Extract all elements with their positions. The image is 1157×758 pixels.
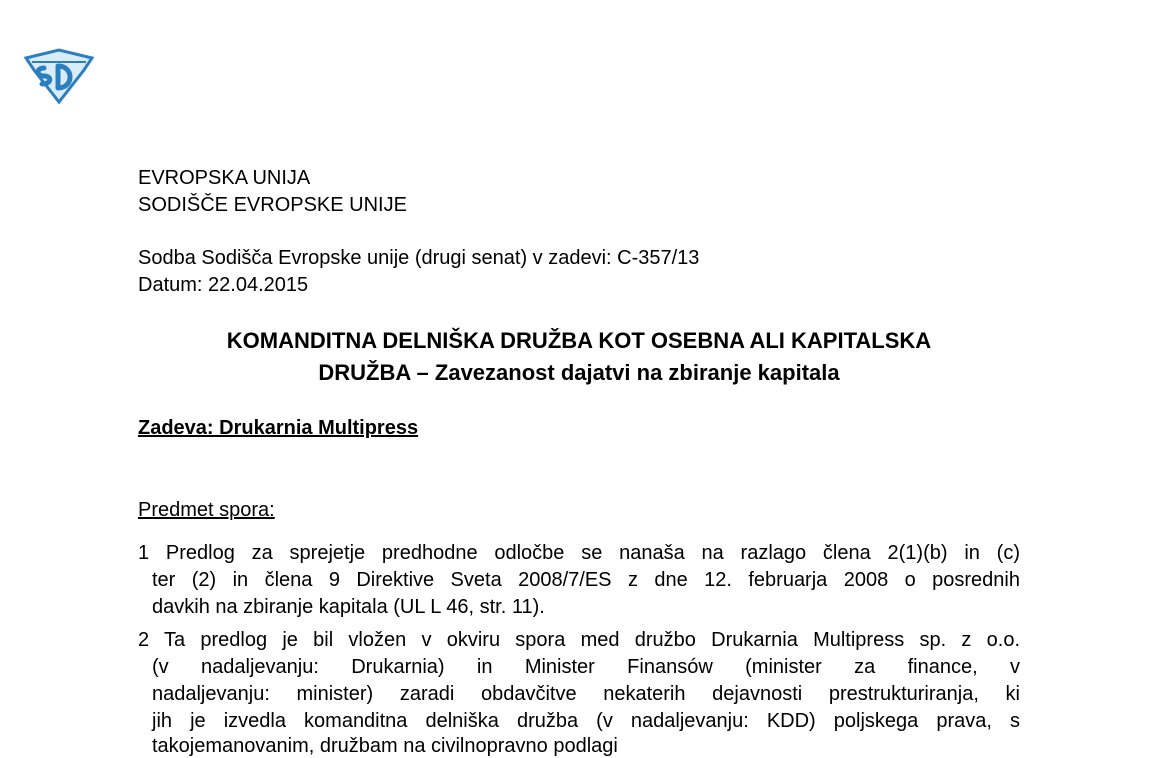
paragraph-2-line-4: jih je izvedla komanditna delniška družba (v nadaljevanju: KDD) poljskega prava, s bbox=[152, 710, 1020, 732]
paragraph-1-line-3: davkih na zbiranje kapitala (UL L 46, str. 11). bbox=[152, 596, 545, 618]
paragraph-2-line-2: (v nadaljevanju: Drukarnia) in Minister Finansów (minister za finance, v bbox=[152, 656, 1020, 678]
paragraph-2-line-1: 2 Ta predlog je bil vložen v okviru spora med družbo Drukarnia Multipress sp. z o.o. bbox=[138, 629, 1020, 651]
paragraph-1-line-2: ter (2) in člena 9 Direktive Sveta 2008/7/ES z dne 12. februarja 2008 o posrednih bbox=[152, 569, 1020, 591]
paragraph-2-line-3: nadaljevanju: minister) zaradi obdavčitve nekaterih dejavnosti prestrukturiranja, ki bbox=[152, 683, 1020, 705]
case-subject: Zadeva: Drukarnia Multipress bbox=[138, 417, 419, 439]
paragraph-2-line-5: takojemanovanim, družbam na civilnopravno podlagi bbox=[152, 735, 618, 757]
section-heading-dispute: Predmet spora: bbox=[138, 499, 275, 521]
judgment-date: Datum: 22.04.2015 bbox=[138, 274, 309, 296]
court-logo-emblem bbox=[22, 48, 96, 104]
header-union-label: EVROPSKA UNIJA bbox=[138, 167, 311, 189]
document-title-line-2: DRUŽBA – Zavezanost dajatvi na zbiranje kapitala bbox=[318, 360, 840, 385]
court-logo bbox=[22, 48, 96, 104]
document-title-line-1: KOMANDITNA DELNIŠKA DRUŽBA KOT OSEBNA ALI KAPITALSKA bbox=[226, 328, 932, 353]
paragraph-1-line-1: 1 Predlog za sprejetje predhodne odločbe se nanaša na razlago člena 2(1)(b) in (c) bbox=[138, 542, 1020, 564]
judgment-reference: Sodba Sodišča Evropske unije (drugi senat) v zadevi: C-357/13 bbox=[138, 247, 700, 269]
header-court-label: SODIŠČE EVROPSKE UNIJE bbox=[138, 194, 407, 216]
